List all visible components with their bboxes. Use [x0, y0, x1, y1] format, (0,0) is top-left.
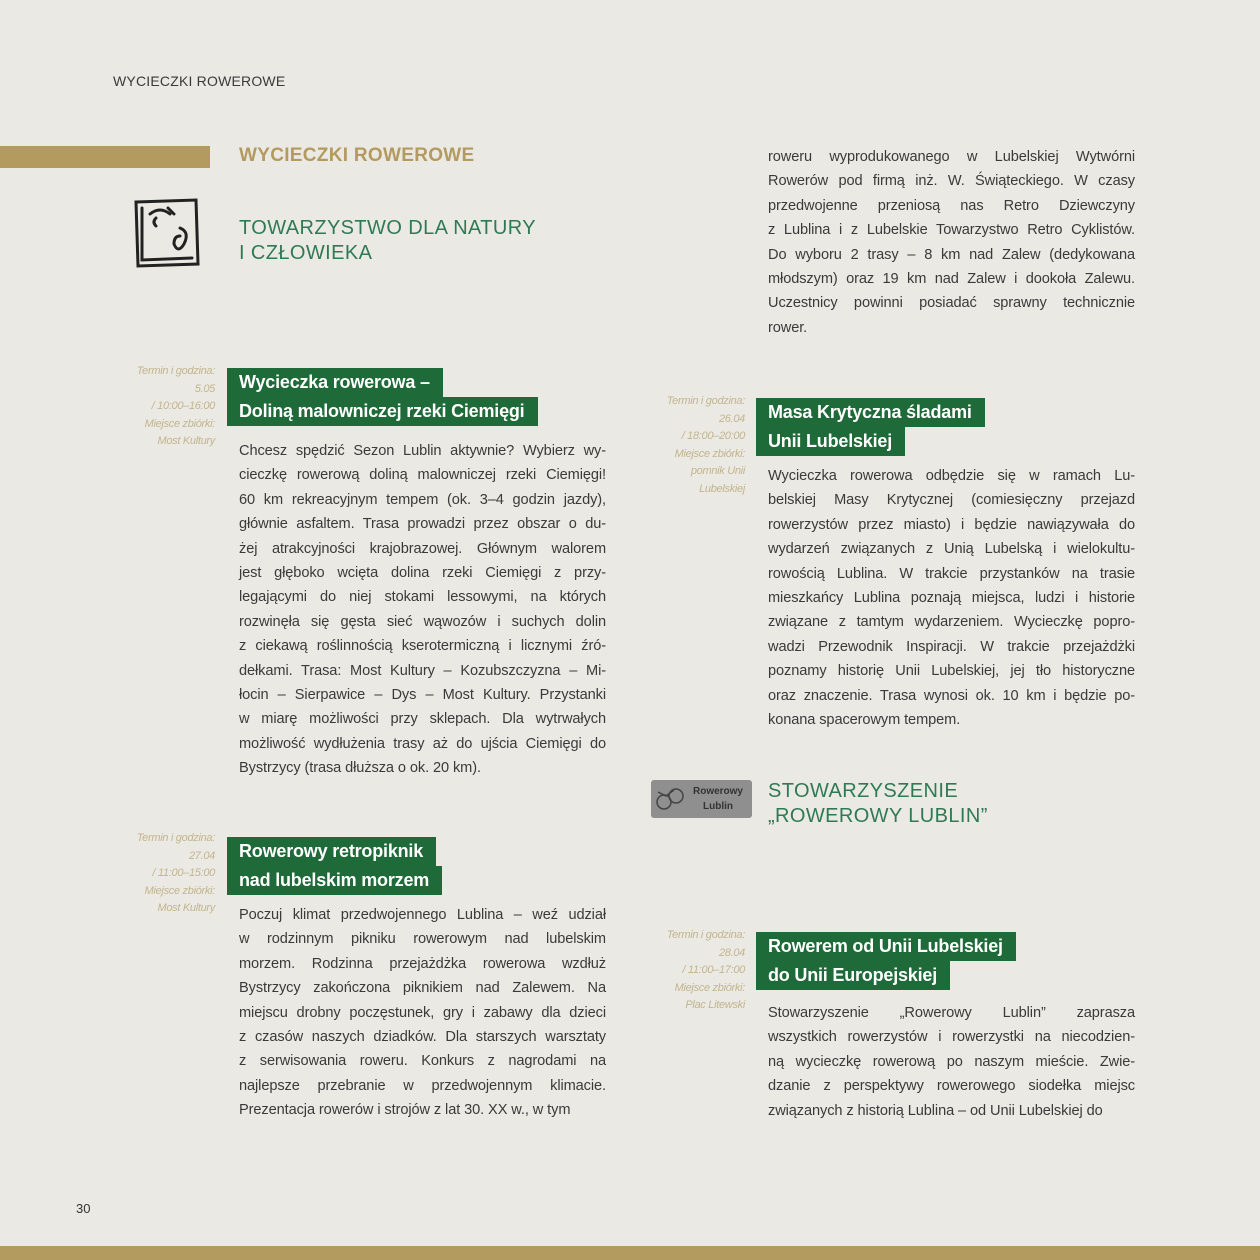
event-description: [239, 439, 606, 781]
organizer-title-towarzystwo: [239, 216, 536, 266]
text-line: z serwisowania roweru. Konkurs z nagrodami na: [239, 1053, 606, 1070]
text-line: przedwojenne przeniosą nas Retro Dziewczyny: [768, 197, 1135, 214]
text-line: Prezentacja rowerów i strojów z lat 30. XX w., w tym: [239, 1102, 571, 1119]
rowerowy-lublin-logo: [651, 780, 752, 818]
logo-text: Rowerowy: [692, 786, 743, 797]
event-meta: [105, 363, 215, 451]
text-line: / 18:00–20:00: [681, 430, 745, 443]
text-line: młodszym) oraz 19 km nad Zalew i dookoła Zalewu.: [768, 271, 1135, 288]
gold-accent-bar: [0, 146, 210, 168]
text-line: / 11:00–15:00: [152, 867, 215, 880]
text-line: łocin – Sierpawice – Dys – Most Kultury. Przystanki: [239, 687, 606, 704]
text-line: 27.04: [188, 849, 215, 862]
text-line: 28.04: [718, 946, 745, 959]
text-line: wydarzeń związanych z Unią Lubelską i wielokultu-: [768, 541, 1135, 558]
text-line: / 10:00–16:00: [151, 400, 215, 413]
event-meta: [635, 927, 745, 1015]
event-title-line: Rowerem od Unii Lubelskiej: [756, 932, 1016, 961]
bottom-gold-bar: [0, 1246, 1260, 1260]
text-line: z Lublina i z Lubelskie Towarzystwo Retro Cyklistów.: [768, 222, 1135, 239]
text-line: Plac Litewski: [685, 999, 745, 1012]
text-line: Bystrzycy zakończona piknikiem nad Zalewem. Na: [239, 980, 606, 997]
text-line: głównie asfaltem. Trasa prowadzi przez obszar o du-: [239, 516, 606, 533]
text-line: rowością Lublina. W trakcie przystanków na trasie: [768, 565, 1135, 582]
text-line: cieczkę rowerową doliną malowniczej rzeki Ciemięgi!: [239, 467, 606, 484]
text-line: najlepsze przebranie w przedwojennym klimacie.: [239, 1077, 606, 1094]
event-meta: [635, 393, 745, 499]
text-line: mieszkańcy Lublina poznają miejsca, ludzi i historie: [768, 590, 1135, 607]
organizer-title-rowerowy-lublin: [768, 779, 988, 829]
text-line: Miejsce zbiórki:: [144, 417, 215, 430]
event-title: [756, 398, 985, 456]
text-line: Miejsce zbiórki:: [674, 447, 745, 460]
text-line: Lubelskiej: [699, 482, 745, 495]
text-line: poznamy historię Unii Lubelskiej, jej tło historyczne: [768, 663, 1135, 680]
text-line: Do wyboru 2 trasy – 8 km nad Zalew (dedykowana: [768, 246, 1135, 263]
text-line: belskiej Masy Krytycznej (comiesięczny przejazd: [768, 492, 1135, 509]
text-line: oraz znaczenie. Trasa wynosi ok. 10 km i będzie po-: [768, 687, 1135, 704]
text-line: Termin i godzina:: [136, 365, 215, 377]
text-line: konana spacerowym tempem.: [768, 712, 961, 729]
text-line: żej atrakcyjności krajobrazowej. Głównym walorem: [239, 540, 606, 557]
text-line: Most Kultury: [157, 435, 215, 448]
text-line: / 11:00–17:00: [682, 964, 745, 977]
text-line: 5.05: [194, 382, 215, 395]
text-line: Rowerów pod firmą inż. W. Świąteckiego. W czasy: [768, 173, 1135, 190]
page-number: 30: [76, 1201, 91, 1216]
organizer-title-line: I CZŁOWIEKA: [239, 242, 373, 264]
event-description: [239, 903, 606, 1123]
event-title-line: do Unii Europejskiej: [756, 961, 950, 990]
text-line: dełkami. Trasa: Most Kultury – Kozubszczyzna – Mi-: [239, 662, 606, 679]
text-line: jest głęboko wcięta dolina rzeki Ciemięgi z przy-: [239, 565, 606, 582]
text-line: Termin i godzina:: [136, 832, 215, 844]
text-line: 26.04: [718, 412, 745, 425]
text-line: w miarę możliwości przy sklepach. Dla wytrwałych: [239, 711, 606, 728]
text-line: związane z tamtym wydarzeniem. Wycieczkę popro-: [768, 614, 1135, 631]
organizer-title-line: „ROWEROWY LUBLIN”: [768, 805, 988, 827]
text-line: dzanie z perspektywy rowerowego siodełka miejsc: [768, 1078, 1135, 1095]
event-title-line: nad lubelskim morzem: [227, 866, 442, 895]
text-line: wadzi Przewodnik Inspiracji. W trakcie przejażdżki: [768, 638, 1135, 655]
text-line: Stowarzyszenie „Rowerowy Lublin” zaprasza: [768, 1005, 1135, 1021]
text-line: z czasów naszych dziadków. Dla starszych warsztaty: [239, 1029, 606, 1046]
text-line: pomnik Unii: [690, 465, 745, 478]
text-line: w rodzinnym pikniku rowerowym nad lubelskim: [239, 931, 606, 948]
text-line: rowerzystów przez miasto) i będzie nawiązywała do: [768, 516, 1135, 533]
text-line: ną wycieczkę rowerową po naszym mieście. Zwie-: [768, 1053, 1135, 1070]
running-header: WYCIECZKI ROWEROWE: [113, 73, 286, 89]
text-line: Wycieczka rowerowa odbędzie się w ramach Lu-: [768, 468, 1135, 484]
organizer-title-line: STOWARZYSZENIE: [768, 780, 959, 802]
intro-continuation-text: [768, 145, 1135, 340]
text-line: miejscu drobny poczęstunek, gry i zabawy dla dzieci: [239, 1004, 606, 1021]
text-line: Miejsce zbiórki:: [674, 981, 745, 994]
text-line: możliwość wydłużenia trasy aż do ujścia Ciemięgi do: [239, 735, 606, 752]
event-title-line: Wycieczka rowerowa –: [227, 368, 443, 397]
text-line: z ciekawą roślinnością kserotermiczną i licznymi źró-: [239, 638, 606, 655]
event-title-line: Masa Krytyczna śladami: [756, 398, 985, 427]
event-title-line: Rowerowy retropiknik: [227, 837, 436, 866]
text-line: rower.: [768, 319, 808, 336]
text-line: roweru wyprodukowanego w Lubelskiej Wytwórni: [768, 149, 1135, 165]
text-line: 60 km rekreacyjnym tempem (ok. 3–4 godzin jazdy),: [239, 491, 606, 508]
event-description: [768, 464, 1135, 732]
text-line: wszystkich rowerzystów i rowerzystki na niecodzien-: [768, 1029, 1135, 1046]
text-line: Poczuj klimat przedwojennego Lublina – weź udział: [239, 907, 606, 923]
text-line: Uczestnicy powinni posiadać sprawny technicznie: [768, 295, 1135, 312]
text-line: legającymi do niej stokami lessowymi, na których: [239, 589, 606, 606]
event-title-line: Unii Lubelskiej: [756, 427, 905, 456]
organizer-title-line: TOWARZYSTWO DLA NATURY: [239, 217, 536, 239]
event-meta: [105, 830, 215, 918]
text-line: Most Kultury: [157, 902, 215, 915]
event-title: [227, 837, 442, 895]
event-title: [756, 932, 1016, 990]
logo-text: Lublin: [703, 801, 733, 812]
text-line: Termin i godzina:: [666, 929, 745, 941]
event-title-line: Doliną malowniczej rzeki Ciemięgi: [227, 397, 538, 426]
event-description: [768, 1001, 1135, 1123]
text-line: Miejsce zbiórki:: [144, 884, 215, 897]
text-line: Termin i godzina:: [666, 395, 745, 407]
text-line: Bystrzycy (trasa dłuższa o ok. 20 km).: [239, 760, 481, 777]
event-title: [227, 368, 538, 426]
text-line: Chcesz spędzić Sezon Lublin aktywnie? Wybierz wy-: [239, 443, 606, 459]
text-line: związanych z historią Lublina – od Unii Lubelskiej do: [768, 1102, 1103, 1119]
text-line: rozwinęła się gęsta sieć wąwozów i suchych dolin: [239, 613, 606, 630]
text-line: morzem. Rodzinna przejażdżka rowerowa wzdłuż: [239, 955, 606, 972]
hand-drawn-box-icon: [128, 194, 202, 270]
section-title: WYCIECZKI ROWEROWE: [239, 145, 475, 166]
